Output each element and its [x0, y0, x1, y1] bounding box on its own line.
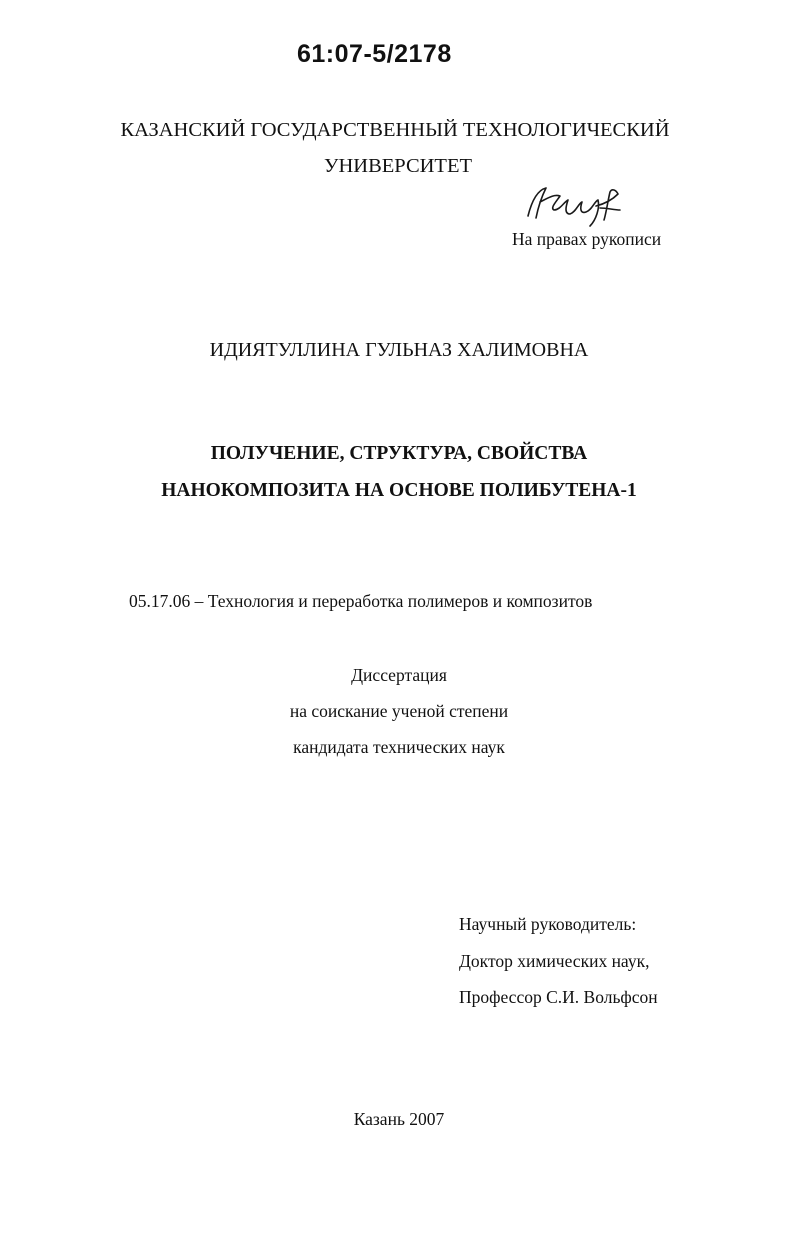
city-year: Казань 2007 — [353, 1109, 445, 1129]
degree-purpose: на соискание ученой степени — [289, 701, 509, 721]
signature-stroke — [528, 188, 620, 226]
specialty-code: 05.17.06 – Технология и переработка полимеров и композитов — [129, 591, 593, 611]
supervisor-name: Профессор С.И. Вольфсон — [459, 987, 658, 1007]
dissertation-label: Диссертация — [351, 665, 447, 685]
author-name: ИДИЯТУЛЛИНА ГУЛЬНАЗ ХАЛИМОВНА — [209, 339, 589, 361]
manuscript-rights-note: На правах рукописи — [512, 229, 662, 249]
supervisor-degree: Доктор химических наук, — [459, 951, 650, 971]
handwritten-signature — [520, 180, 630, 228]
thesis-title-line2: НАНОКОМПОЗИТА НА ОСНОВЕ ПОЛИБУТЕНА-1 — [161, 480, 637, 501]
catalog-stamp: 61:07-5/2178 — [297, 40, 452, 68]
university-name-line2: УНИВЕРСИТЕТ — [323, 155, 472, 177]
thesis-title-line1: ПОЛУЧЕНИЕ, СТРУКТУРА, СВОЙСТВА — [210, 443, 588, 464]
degree-name: кандидата технических наук — [293, 737, 505, 757]
supervisor-label: Научный руководитель: — [459, 914, 637, 934]
university-name-line1: КАЗАНСКИЙ ГОСУДАРСТВЕННЫЙ ТЕХНОЛОГИЧЕСКИЙ — [120, 119, 670, 141]
